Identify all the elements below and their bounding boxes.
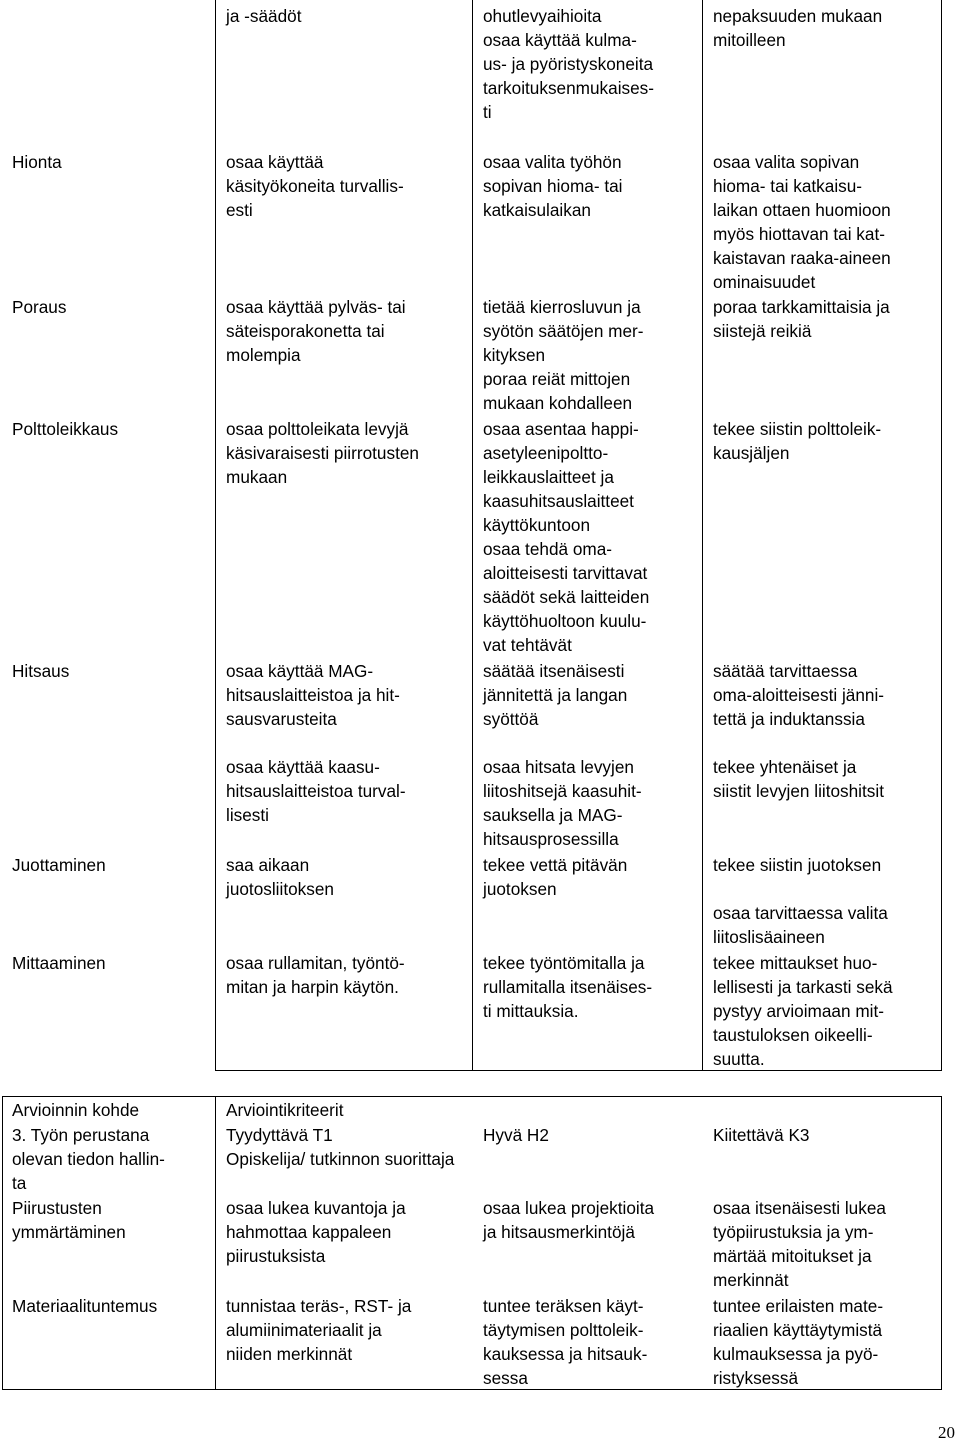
- polttoleikkaus-h2: osaa asentaa happi- asetyleenipoltto- leikkauslaitteet ja kaasuhitsauslaitteet käyttökuntoon osaa tehdä oma- aloitteisesti tarvittavat säädöt sekä laitteiden käyttöhuoltoon kuulu- vat tehtävät: [483, 419, 650, 655]
- criteria-header: Arviointikriteerit: [226, 1100, 344, 1120]
- hitsaus-k3: säätää tarvittaessa oma-aloitteisesti jänni- tettä ja induktanssia tekee yhtenäiset ja siistit levyjen liitoshitsit: [713, 661, 884, 801]
- mittaaminen-t1: osaa rullamitan, työntö- mitan ja harpin käytön.: [226, 953, 405, 997]
- juottaminen-k3: tekee siistin juotoksen osaa tarvittaessa valita liitoslisäaineen: [713, 855, 888, 947]
- grade-k3: Kiitettävä K3: [713, 1125, 810, 1145]
- row-label-materiaalituntemus: Materiaalituntemus: [12, 1296, 158, 1316]
- poraus-h2: tietää kierrosluvun ja syötön säätöjen mer- kityksen poraa reiät mittojen mukaan kohdalleen: [483, 297, 644, 413]
- hitsaus-t1: osaa käyttää MAG- hitsauslaitteistoa ja hit- sausvarusteita osaa käyttää kaasu- hitsauslaitteistoa turval- lisesti: [226, 661, 406, 825]
- top-row-col3: ohutlevyaihioita osaa käyttää kulma- us- ja pyöristyskoneita tarkoituksenmukaises- ti: [483, 6, 654, 122]
- piirustusten-k3: osaa itsenäisesti lukea työpiirustuksia ja ym- märtää mitoitukset ja merkinnät: [713, 1198, 886, 1290]
- page-number: 20: [938, 1423, 955, 1442]
- section-label: 3. Työn perustana olevan tiedon hallin- ta: [12, 1125, 165, 1193]
- hitsaus-h2: säätää itsenäisesti jännitettä ja langan syöttöä osaa hitsata levyjen liitoshitsejä kaasuhit- sauksella ja MAG- hitsausprosessilla: [483, 661, 642, 849]
- row-label-piirustusten: Piirustusten ymmärtäminen: [12, 1198, 126, 1242]
- grade-t1: Tyydyttävä T1: [226, 1125, 333, 1145]
- hionta-h2: osaa valita työhön sopivan hioma- tai katkaisulaikan: [483, 152, 623, 220]
- assessment-target-header: Arvioinnin kohde: [12, 1100, 140, 1120]
- poraus-k3: poraa tarkkamittaisia ja siistejä reikiä: [713, 297, 890, 341]
- hionta-k3: osaa valita sopivan hioma- tai katkaisu- laikan ottaen huomioon myös hiottavan tai kat- kaistavan raaka-aineen ominaisuudet: [713, 152, 891, 292]
- row-label-juottaminen: Juottaminen: [12, 855, 106, 875]
- row-label-hitsaus: Hitsaus: [12, 661, 70, 681]
- piirustusten-h2: osaa lukea projektioita ja hitsausmerkintöjä: [483, 1198, 655, 1242]
- row-label-poraus: Poraus: [12, 297, 67, 317]
- piirustusten-t1: osaa lukea kuvantoja ja hahmottaa kappaleen piirustuksista: [226, 1198, 406, 1266]
- materiaalituntemus-k3: tuntee erilaisten mate- riaalien käyttäytymistä kulmauksessa ja pyö- ristyksessä: [713, 1296, 884, 1388]
- row-label-polttoleikkaus: Polttoleikkaus: [12, 419, 119, 439]
- juottaminen-h2: tekee vettä pitävän juotoksen: [483, 855, 628, 899]
- polttoleikkaus-t1: osaa polttoleikata levyjä käsivaraisesti piirrotusten mukaan: [226, 419, 419, 487]
- subheader: Opiskelija/ tutkinnon suorittaja: [226, 1149, 455, 1169]
- polttoleikkaus-k3: tekee siistin polttoleik- kausjäljen: [713, 419, 882, 463]
- juottaminen-t1: saa aikaan juotosliitoksen: [226, 855, 334, 899]
- top-row-col2: ja -säädöt: [226, 6, 302, 26]
- grade-h2: Hyvä H2: [483, 1125, 549, 1145]
- materiaalituntemus-h2: tuntee teräksen käyt- täytymisen polttoleik- kauksessa ja hitsauk- sessa: [483, 1296, 648, 1388]
- hionta-t1: osaa käyttää käsityökoneita turvallis- esti: [226, 152, 404, 220]
- mittaaminen-k3: tekee mittaukset huo- lellisesti ja tarkasti sekä pystyy arvioimaan mit- taustuloksen oikeelli- suutta.: [713, 953, 893, 1069]
- poraus-t1: osaa käyttää pylväs- tai säteisporakonetta tai molempia: [226, 297, 406, 365]
- mittaaminen-h2: tekee työntömitalla ja rullamitalla itsenäises- ti mittauksia.: [483, 953, 653, 1021]
- row-label-mittaaminen: Mittaaminen: [12, 953, 106, 973]
- row-label-hionta: Hionta: [12, 152, 62, 172]
- materiaalituntemus-t1: tunnistaa teräs-, RST- ja alumiinimateriaalit ja niiden merkinnät: [226, 1296, 412, 1364]
- top-row-col4: nepaksuuden mukaan mitoilleen: [713, 6, 883, 50]
